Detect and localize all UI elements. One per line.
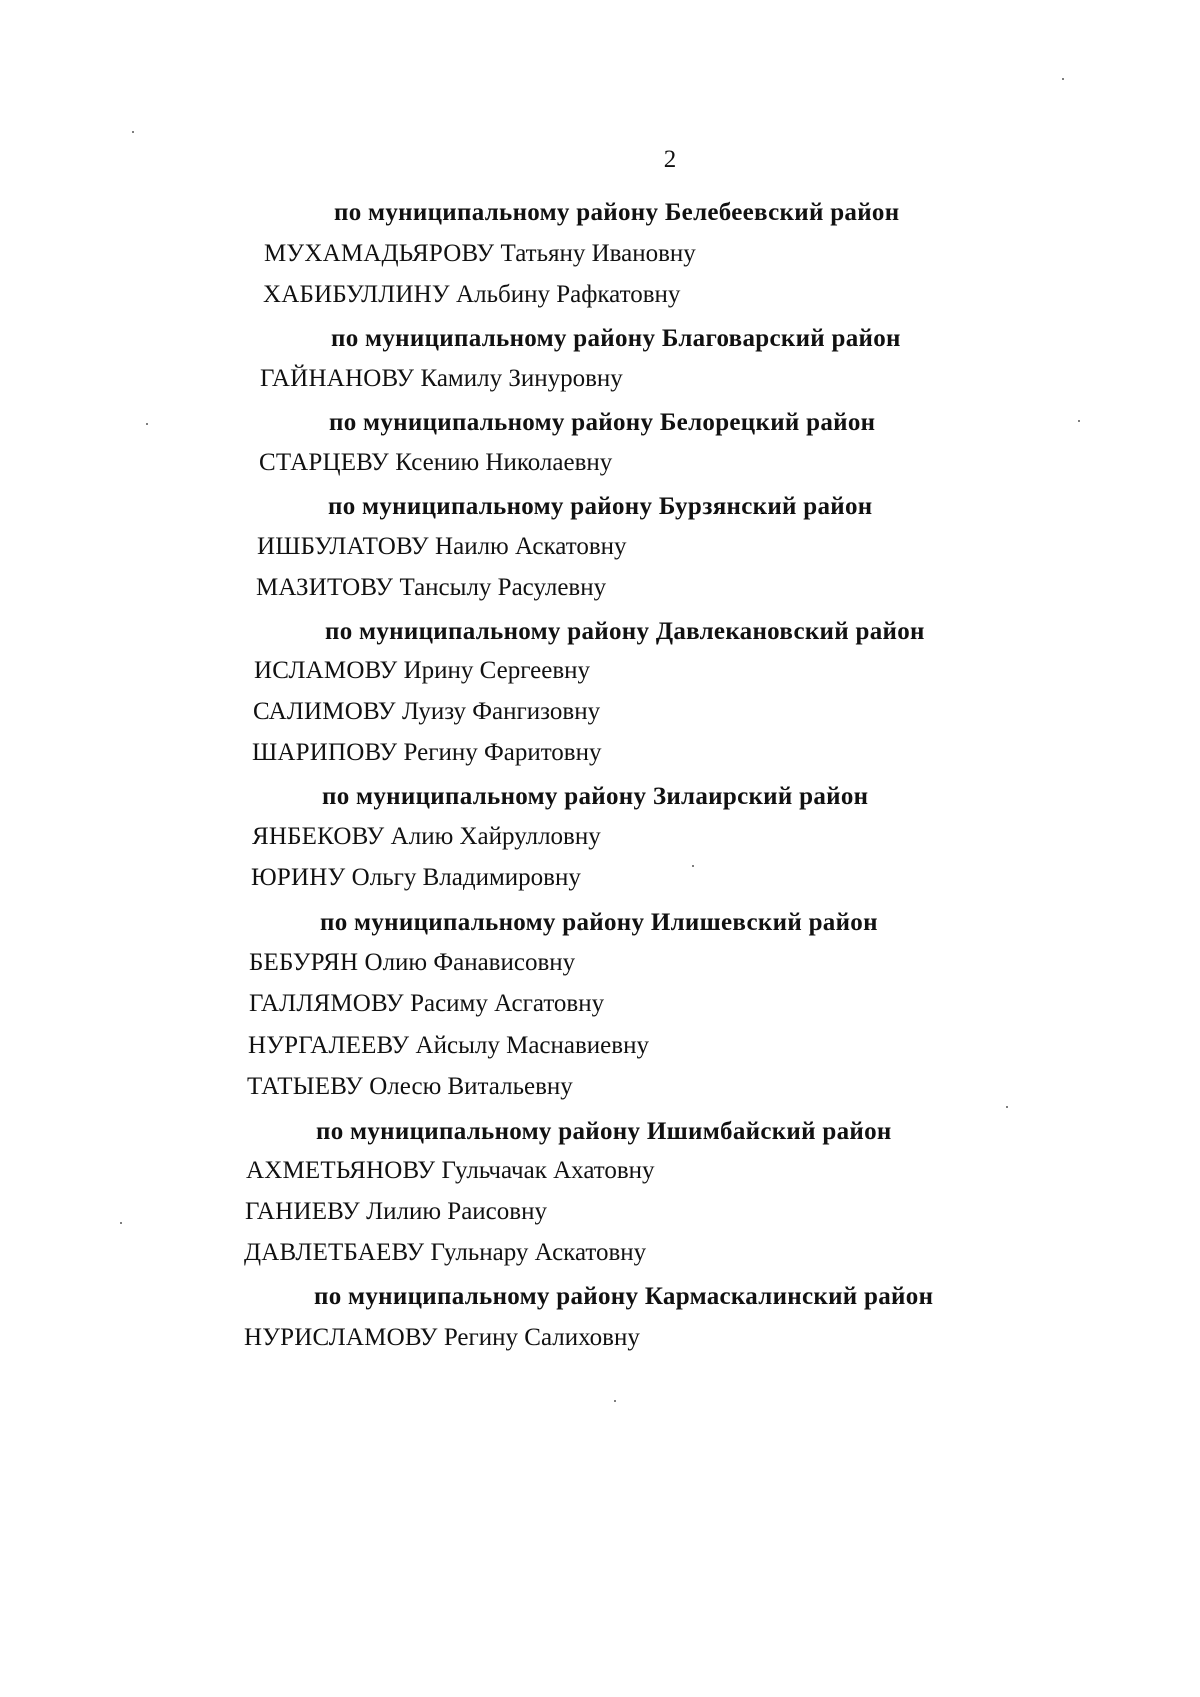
scan-speck [132, 131, 134, 133]
person-surname: ЮРИНУ [251, 864, 346, 891]
scan-speck [614, 1400, 616, 1402]
scan-speck [1006, 1106, 1008, 1108]
district-heading: по муниципальному району Белебеевский район [334, 199, 900, 226]
person-entry [251, 863, 581, 893]
scan-speck [692, 865, 694, 867]
person-surname: ГАЙНАНОВУ [260, 365, 415, 392]
person-surname: ГАЛЛЯМОВУ [249, 990, 404, 1017]
person-entry [249, 948, 575, 978]
person-surname: МАЗИТОВУ [256, 574, 394, 601]
district-heading: по муниципальному району Ишимбайский район [316, 1118, 892, 1145]
district-heading: по муниципальному району Белорецкий район [329, 409, 876, 436]
person-given-names: Гульнару Аскатовну [430, 1239, 647, 1266]
scan-speck [1062, 78, 1064, 80]
person-given-names: Наилю Аскатовну [435, 533, 627, 560]
person-entry [252, 738, 601, 768]
person-entry [249, 989, 604, 1019]
person-surname: АХМЕТЬЯНОВУ [246, 1157, 436, 1184]
person-given-names: Лилию Раисовну [366, 1198, 547, 1225]
person-surname: МУХАМАДЬЯРОВУ [264, 240, 495, 267]
person-surname: ТАТЫЕВУ [247, 1073, 363, 1100]
district-heading: по муниципальному району Зилаирский район [322, 783, 869, 810]
page-number: 2 [663, 146, 677, 173]
person-entry [246, 1156, 655, 1186]
person-given-names: Айсылу Маснавиевну [415, 1032, 649, 1059]
person-entry [254, 656, 590, 686]
person-surname: ИСЛАМОВУ [254, 657, 398, 684]
person-entry [247, 1072, 573, 1102]
person-entry [248, 1031, 649, 1061]
district-heading: по муниципальному району Бурзянский район [328, 493, 873, 520]
person-surname: НУРГАЛЕЕВУ [248, 1032, 410, 1059]
person-given-names: Расиму Асгатовну [410, 990, 605, 1017]
person-given-names: Ирину Сергеевну [403, 657, 591, 684]
district-heading: по муниципальному району Давлекановский район [325, 618, 925, 645]
person-given-names: Луизу Фангизовну [401, 698, 601, 725]
person-given-names: Камилу Зинуровну [420, 365, 623, 392]
person-given-names: Олию Фанависовну [364, 949, 576, 976]
person-given-names: Альбину Рафкатовну [456, 281, 681, 308]
person-given-names: Татьяну Ивановну [500, 240, 696, 267]
scan-speck [146, 423, 148, 425]
person-given-names: Ольгу Владимировну [351, 864, 581, 891]
person-surname: ДАВЛЕТБАЕВУ [244, 1239, 425, 1266]
person-surname: САЛИМОВУ [253, 698, 396, 725]
person-given-names: Регину Фаритовну [403, 739, 602, 766]
scan-speck [120, 1222, 122, 1224]
person-surname: ЯНБЕКОВУ [252, 823, 385, 850]
person-given-names: Регину Салиховну [443, 1324, 640, 1351]
person-entry [264, 239, 696, 269]
person-given-names: Ксению Николаевну [395, 449, 613, 476]
person-entry [252, 822, 601, 852]
person-entry [259, 448, 612, 478]
person-entry [245, 1197, 547, 1227]
person-surname: НУРИСЛАМОВУ [244, 1324, 438, 1351]
person-entry [244, 1238, 646, 1268]
district-heading: по муниципальному району Илишевский район [320, 909, 878, 936]
person-entry [253, 697, 600, 727]
person-given-names: Тансылу Расулевну [399, 574, 607, 601]
person-given-names: Алию Хайрулловну [390, 823, 601, 850]
person-entry [256, 573, 606, 603]
person-surname: ШАРИПОВУ [252, 739, 398, 766]
district-heading: по муниципальному району Благоварский район [331, 325, 901, 352]
scan-speck [1078, 420, 1080, 422]
person-given-names: Гульчачак Ахатовну [441, 1157, 655, 1184]
person-entry [244, 1323, 640, 1353]
person-surname: БЕБУРЯН [249, 949, 359, 976]
person-given-names: Олесю Витальевну [369, 1073, 573, 1100]
person-entry [263, 280, 680, 310]
person-surname: ГАНИЕВУ [245, 1198, 360, 1225]
person-surname: ХАБИБУЛЛИНУ [263, 281, 450, 308]
person-surname: СТАРЦЕВУ [259, 449, 389, 476]
person-entry [260, 364, 623, 394]
person-surname: ИШБУЛАТОВУ [257, 533, 429, 560]
district-heading: по муниципальному району Кармаскалинский район [314, 1283, 934, 1310]
person-entry [257, 532, 627, 562]
